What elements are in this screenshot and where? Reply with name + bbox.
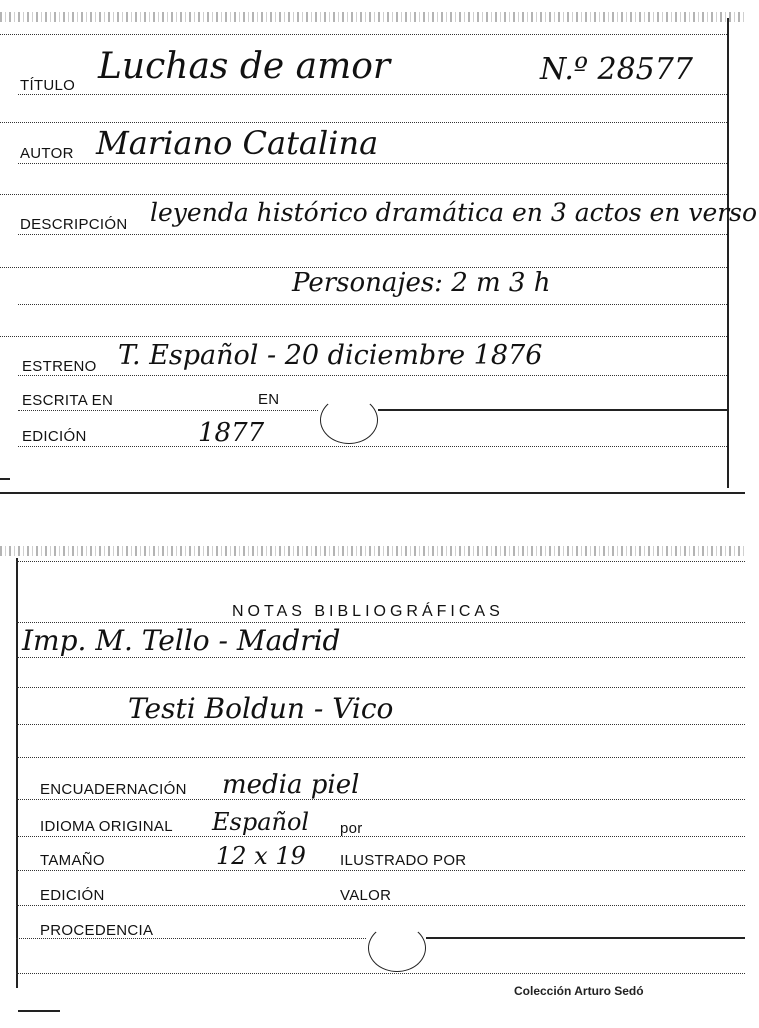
estreno-label: ESTRENO <box>22 358 97 375</box>
rule-line <box>16 687 745 688</box>
autor-label: AUTOR <box>20 145 74 162</box>
rule-line <box>16 836 745 837</box>
idioma-original-value: Español <box>212 808 310 836</box>
escrita-en-label: ESCRITA EN <box>22 392 114 409</box>
rule-line <box>18 446 727 447</box>
rule-line <box>18 304 727 305</box>
titulo-value: Luchas de amor <box>98 46 391 87</box>
rule-line <box>18 410 318 411</box>
descripcion-label: DESCRIPCIÓN <box>20 216 128 233</box>
rule-line <box>0 336 727 337</box>
notas-heading: NOTAS BIBLIOGRÁFICAS <box>232 603 504 620</box>
rule-line <box>16 724 745 725</box>
procedencia-label: PROCEDENCIA <box>40 922 154 939</box>
valor-label: VALOR <box>340 887 392 904</box>
personajes-note: Personajes: 2 m 3 h <box>292 268 551 298</box>
autor-value: Mariano Catalina <box>96 124 379 162</box>
collection-footer: Colección Arturo Sedó <box>514 984 644 998</box>
torn-edge <box>0 546 745 556</box>
edicion-value: 1877 <box>198 418 265 448</box>
rule-line <box>0 34 727 35</box>
torn-edge <box>0 12 745 22</box>
rule-line <box>18 94 727 95</box>
tamano-label: TAMAÑO <box>40 852 105 869</box>
rule-line <box>16 622 745 623</box>
catalog-card-front <box>0 0 759 495</box>
rule-line <box>378 409 727 411</box>
edicion-label: EDICIÓN <box>22 428 87 445</box>
rule-line <box>18 234 727 235</box>
descripcion-value: leyenda histórico dramática en 3 actos en verso <box>150 198 758 227</box>
encuadernacion-label: ENCUADERNACIÓN <box>40 781 187 798</box>
note-line: Testi Boldun - Vico <box>128 692 394 725</box>
catalog-card-back <box>0 540 759 1028</box>
rule-line <box>0 194 727 195</box>
rule-line <box>18 1010 60 1012</box>
rule-line <box>16 799 745 800</box>
tamano-value: 12 x 19 <box>216 842 306 870</box>
note-line: Imp. M. Tello - Madrid <box>22 624 341 657</box>
punch-hole <box>320 396 378 444</box>
rule-line <box>16 905 745 906</box>
rule-line <box>16 870 745 871</box>
rule-line <box>16 973 745 974</box>
titulo-label: TÍTULO <box>20 77 76 94</box>
card-bottom-edge <box>0 492 745 494</box>
rule-line <box>426 937 745 939</box>
rule-line <box>18 375 727 376</box>
rule-line <box>16 657 745 658</box>
estreno-value: T. Español - 20 diciembre 1876 <box>118 340 543 371</box>
catalog-number: N.º 28577 <box>540 52 693 87</box>
rule-line <box>0 478 10 480</box>
idioma-original-label: IDIOMA ORIGINAL <box>40 818 173 835</box>
en-label: EN <box>258 391 280 408</box>
edicion-label: EDICIÓN <box>40 887 105 904</box>
encuadernacion-value: media piel <box>222 770 360 800</box>
punch-hole <box>368 924 426 972</box>
rule-line <box>16 561 745 562</box>
card-right-border <box>727 18 729 488</box>
rule-line <box>0 122 727 123</box>
rule-line <box>18 163 727 164</box>
por-label: por <box>340 820 363 837</box>
ilustrado-por-label: ILUSTRADO POR <box>340 852 467 869</box>
rule-line <box>16 938 366 939</box>
rule-line <box>16 757 745 758</box>
